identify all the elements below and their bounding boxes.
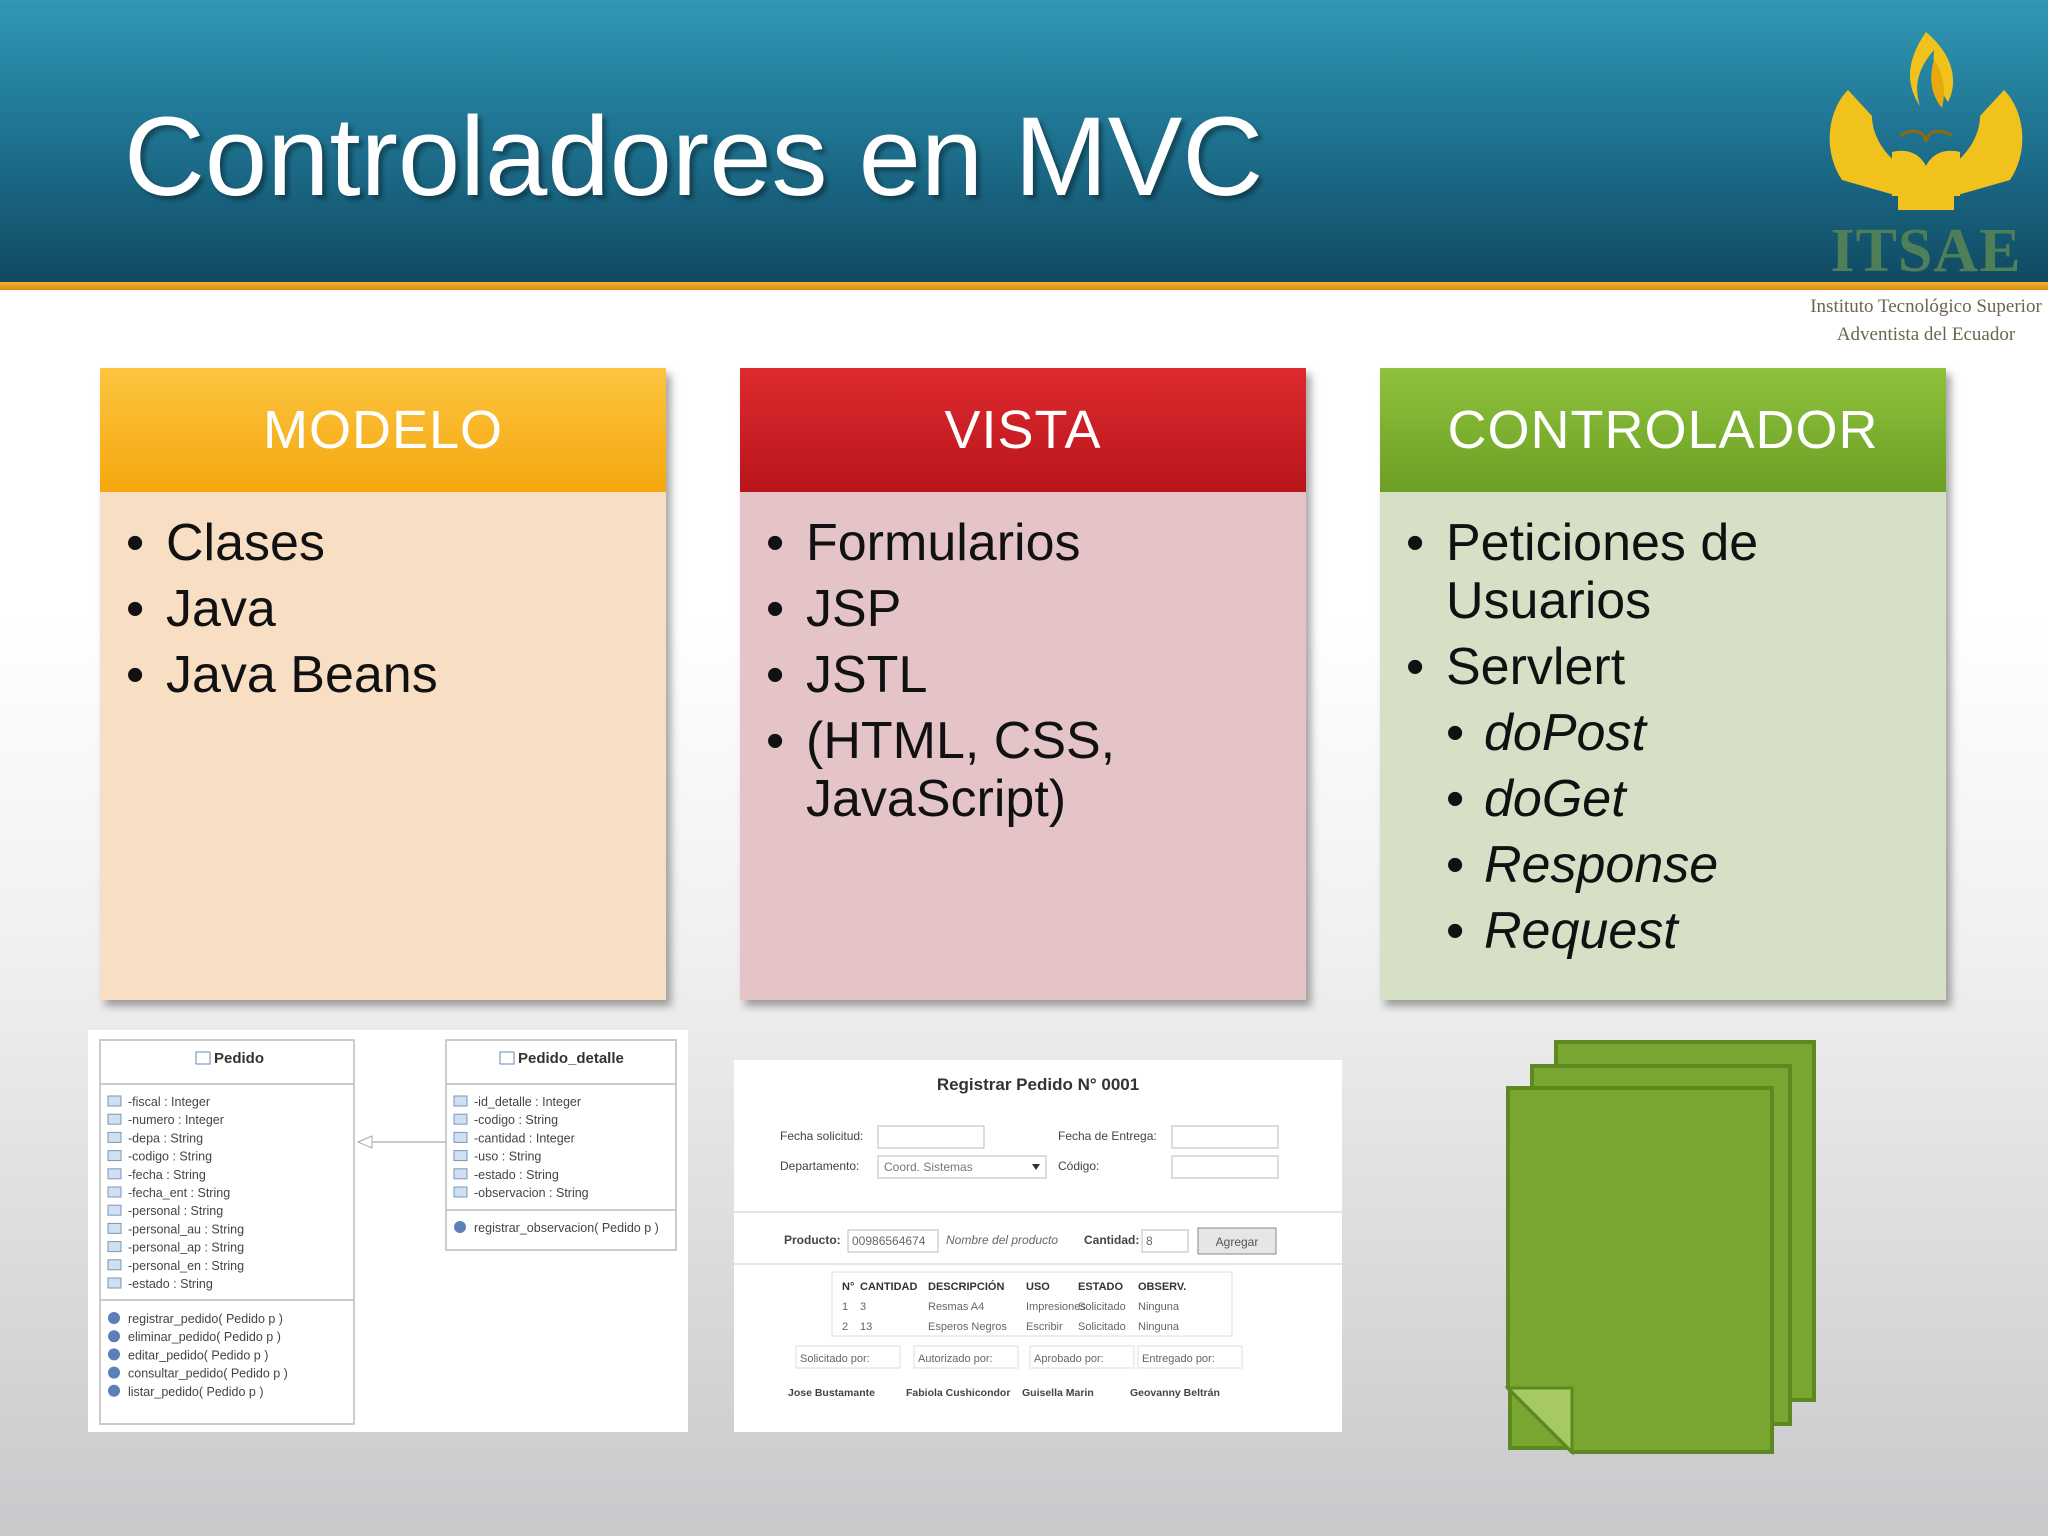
nombre-producto-placeholder: Nombre del producto: [946, 1233, 1059, 1247]
field-icon: [108, 1114, 121, 1124]
sub-list-item: • Response: [1406, 836, 1926, 894]
uml-attribute: -fecha : String: [128, 1167, 206, 1182]
method-icon: [108, 1385, 120, 1397]
list-item: • Peticiones de Usuarios: [1406, 514, 1926, 630]
fecha-entrega-input[interactable]: [1172, 1126, 1278, 1148]
list-item: • Formularios: [766, 514, 1286, 572]
field-icon: [108, 1278, 121, 1288]
table-header-cell: USO: [1026, 1281, 1050, 1293]
uml-attribute: -personal : String: [128, 1204, 224, 1219]
field-icon: [108, 1132, 121, 1142]
field-icon: [108, 1205, 121, 1215]
list-item: • JSTL: [766, 646, 1286, 704]
fecha-solicitud-input[interactable]: [878, 1126, 984, 1148]
uml-attribute: -depa : String: [128, 1131, 204, 1146]
uml-attribute: -cantidad : Integer: [474, 1131, 575, 1146]
field-icon: [108, 1223, 121, 1233]
uml-class-name: Pedido_detalle: [518, 1050, 624, 1067]
logo-subtitle-line1: Instituto Tecnológico Superior: [1810, 296, 2042, 317]
method-icon: [108, 1330, 120, 1342]
table-cell: Resmas A4: [928, 1301, 985, 1313]
list-item: • Java Beans: [126, 646, 646, 704]
method-icon: [108, 1367, 120, 1379]
uml-method: registrar_observacion( Pedido p ): [474, 1221, 659, 1235]
uml-attribute: -uso : String: [474, 1149, 542, 1164]
uml-method: listar_pedido( Pedido p ): [128, 1384, 264, 1399]
uml-class-diagram: [88, 1030, 688, 1432]
modelo-header: MODELO: [100, 368, 666, 492]
title-band-divider: [0, 282, 2048, 290]
uml-arrowhead: [358, 1136, 372, 1148]
table-cell: 13: [860, 1321, 873, 1333]
signature-role: Entregado por:: [1142, 1353, 1215, 1365]
signature-name: Fabiola Cushicondor: [906, 1387, 1011, 1399]
uml-attribute: -fecha_ent : String: [128, 1186, 231, 1200]
field-icon: [108, 1260, 121, 1270]
uml-attribute: -id_detalle : Integer: [474, 1095, 582, 1109]
list-item: • JSP: [766, 580, 1286, 638]
signature-role: Autorizado por:: [918, 1353, 993, 1365]
uml-attribute: -observacion : String: [474, 1186, 589, 1200]
uml-attribute: -personal_en : String: [128, 1258, 245, 1273]
table-header-cell: CANTIDAD: [860, 1281, 918, 1293]
table-header-cell: ESTADO: [1078, 1281, 1124, 1293]
table-cell: Impresiones: [1026, 1301, 1086, 1313]
agregar-button-label: Agregar: [1215, 1235, 1259, 1249]
uml-attribute: -estado : String: [128, 1277, 213, 1291]
logo-subtitle-line2: Adventista del Ecuador: [1836, 324, 2016, 345]
field-icon: [454, 1187, 467, 1197]
modelo-body: [100, 492, 666, 1000]
praying-hands-flame-icon: [1808, 20, 2044, 216]
codigo-label: Código:: [1058, 1159, 1100, 1173]
producto-value: 00986564674: [852, 1234, 926, 1248]
list-item: • Java: [126, 580, 646, 638]
controlador-list: [1406, 514, 1926, 960]
vista-card: [740, 368, 1306, 1000]
field-icon: [454, 1132, 467, 1142]
slide-title: Controladores en MVC: [124, 94, 1264, 219]
sub-list-item: • doPost: [1406, 704, 1926, 762]
form-title: Registrar Pedido N° 0001: [936, 1075, 1140, 1094]
field-icon: [454, 1096, 467, 1106]
cantidad-label: Cantidad:: [1084, 1233, 1140, 1247]
departamento-label: Departamento:: [780, 1159, 860, 1173]
list-item: • Servlert: [1406, 638, 1926, 696]
list-item: • (HTML, CSS, JavaScript): [766, 712, 1286, 828]
table-cell: Ninguna: [1138, 1321, 1179, 1333]
signature-role: Solicitado por:: [800, 1353, 870, 1365]
table-header-cell: DESCRIPCIÓN: [928, 1281, 1005, 1293]
modelo-card: [100, 368, 666, 1000]
departamento-value: Coord. Sistemas: [884, 1160, 973, 1174]
uml-attribute: -numero : Integer: [128, 1113, 224, 1128]
vista-body: [740, 492, 1306, 1000]
table-cell: 1: [842, 1301, 849, 1313]
field-icon: [108, 1096, 121, 1106]
uml-attribute: -personal_ap : String: [128, 1240, 245, 1255]
controlador-body: [1380, 492, 1946, 1000]
table-cell: Ninguna: [1138, 1301, 1179, 1313]
field-icon: [108, 1242, 121, 1252]
uml-method: consultar_pedido( Pedido p ): [128, 1366, 288, 1381]
fecha-solicitud-label: Fecha solicitud:: [780, 1129, 864, 1143]
field-icon: [108, 1151, 121, 1161]
documents-stack-icon: [1500, 1040, 1820, 1460]
table-header-cell: N°: [842, 1281, 855, 1293]
uml-method-list: [108, 1312, 288, 1399]
method-icon: [454, 1221, 466, 1233]
uml-class-name: Pedido: [214, 1050, 265, 1067]
uml-attribute: -personal_au : String: [128, 1222, 245, 1237]
itsae-logo: [1808, 20, 2044, 345]
table-cell: Solicitado: [1078, 1321, 1126, 1333]
uml-attribute: -codigo : String: [128, 1149, 213, 1164]
sub-list-item: • Request: [1406, 902, 1926, 960]
list-item: • Clases: [126, 514, 646, 572]
uml-method: eliminar_pedido( Pedido p ): [128, 1330, 281, 1345]
table-cell: 3: [860, 1301, 867, 1313]
modelo-list: [126, 514, 646, 704]
table-cell: Solicitado: [1078, 1301, 1126, 1313]
field-icon: [108, 1187, 121, 1197]
vista-header: VISTA: [740, 368, 1306, 492]
signature-name: Guisella Marin: [1022, 1387, 1094, 1399]
controlador-header: CONTROLADOR: [1380, 368, 1946, 492]
codigo-input[interactable]: [1172, 1156, 1278, 1178]
uml-method: registrar_pedido( Pedido p ): [128, 1312, 283, 1326]
producto-label: Producto:: [784, 1233, 841, 1247]
fecha-entrega-label: Fecha de Entrega:: [1058, 1129, 1157, 1143]
field-icon: [108, 1169, 121, 1179]
field-icon: [454, 1151, 467, 1161]
signature-name: Geovanny Beltrán: [1130, 1387, 1220, 1399]
field-icon: [454, 1169, 467, 1179]
method-icon: [108, 1312, 120, 1324]
form-screenshot: [734, 1060, 1342, 1432]
logo-wordmark: ITSAE: [1830, 217, 2022, 285]
uml-attribute: -fiscal : Integer: [128, 1095, 210, 1109]
table-cell: 2: [842, 1321, 849, 1333]
uml-attribute-list: [108, 1095, 244, 1291]
sub-list-item: • doGet: [1406, 770, 1926, 828]
vista-list: [766, 514, 1286, 828]
uml-method: editar_pedido( Pedido p ): [128, 1348, 269, 1363]
signature-role: Aprobado por:: [1034, 1353, 1104, 1365]
table-cell: Escribir: [1026, 1321, 1063, 1333]
field-icon: [454, 1114, 467, 1124]
cantidad-value: 8: [1146, 1234, 1153, 1248]
table-cell: Esperos Negros: [928, 1321, 1007, 1333]
signature-name: Jose Bustamante: [788, 1387, 875, 1399]
table-header-cell: OBSERV.: [1138, 1281, 1187, 1293]
controlador-card: [1380, 368, 1946, 1000]
uml-attribute: -codigo : String: [474, 1113, 559, 1128]
uml-attribute: -estado : String: [474, 1167, 559, 1182]
uml-method-list: [454, 1221, 659, 1235]
method-icon: [108, 1348, 120, 1360]
signature-table: [788, 1346, 1242, 1399]
